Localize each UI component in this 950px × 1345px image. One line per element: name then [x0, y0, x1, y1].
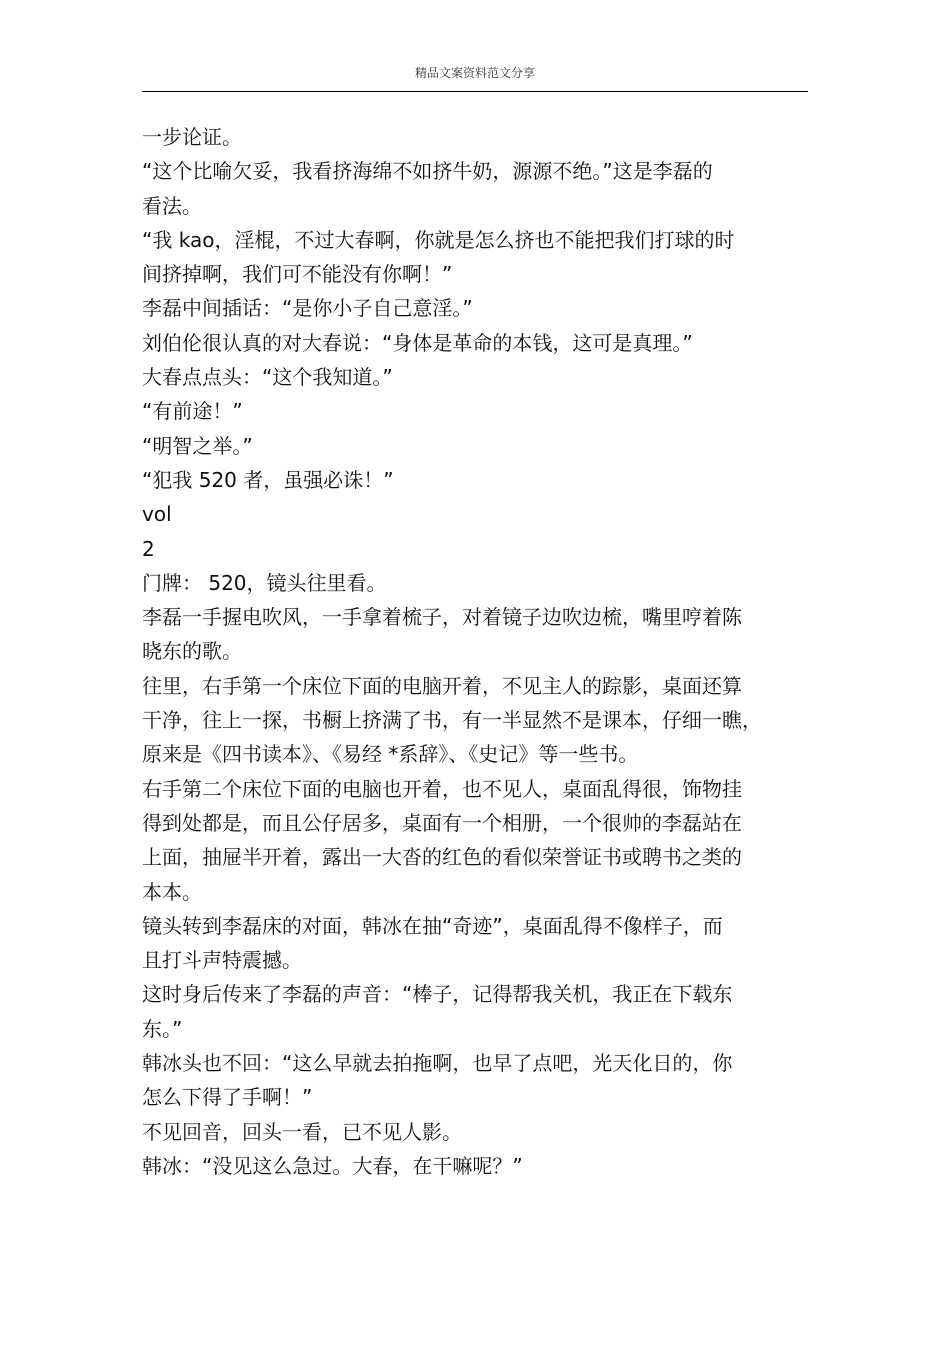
text-line: “有前途！” [142, 399, 243, 424]
text-line: 不见回音，回头一看，已不见人影。 [142, 1119, 462, 1144]
text-line: 韩冰：“没见这么急过。大春，在干嘛呢？” [142, 1153, 523, 1178]
text-line: 2 [142, 536, 155, 561]
text-line: 刘伯伦很认真的对大春说：“身体是革命的本钱，这可是真理。” [142, 330, 693, 355]
text-line: 镜头转到李磊床的对面，韩冰在抽“奇迹”，桌面乱得不像样子，而 [142, 913, 723, 938]
text-line: 本本。 [142, 879, 202, 904]
text-line: 原来是《四书读本》、《易经 *系辞》、《史记》等一些书。 [142, 742, 639, 767]
text-line: 东。” [142, 1016, 183, 1041]
text-line: 怎么下得了手啊！” [142, 1085, 313, 1110]
text-line: 晓东的歌。 [142, 639, 242, 664]
text-line: vol [142, 502, 172, 527]
text-line: 看法。 [142, 193, 202, 218]
header-divider [142, 91, 808, 92]
text-line: 一步论证。 [142, 125, 242, 149]
text-line: “我 kao，淫棍，不过大春啊，你就是怎么挤也不能把我们打球的时 [142, 227, 735, 252]
text-line: 李磊一手握电吹风，一手拿着梳子，对着镜子边吹边梳，嘴里哼着陈 [142, 605, 742, 630]
text-line: 往里，右手第一个床位下面的电脑开着，不见主人的踪影，桌面还算 [142, 673, 742, 698]
page-header: 精品文案资料范文分享 [414, 66, 535, 80]
text-line: 且打斗声特震撼。 [142, 948, 302, 973]
text-line: 李磊中间插话：“是你小子自己意淫。” [142, 296, 473, 321]
text-line: “犯我 520 者，虽强必诛！” [142, 467, 394, 492]
text-line: 右手第二个床位下面的电脑也开着，也不见人，桌面乱得很，饰物挂 [142, 776, 742, 801]
text-line: 门牌： 520，镜头往里看。 [142, 570, 387, 595]
text-line: 大春点点头：“这个我知道。” [142, 365, 393, 390]
text-line: 这时身后传来了李磊的声音：“棒子，记得帮我关机，我正在下载东 [142, 982, 733, 1007]
text-line: “这个比喻欠妥，我看挤海绵不如挤牛奶，源源不绝。”这是李磊的 [142, 159, 713, 184]
text-line: 得到处都是，而且公仔居多，桌面有一个相册，一个很帅的李磊站在 [142, 810, 742, 835]
text-line: 上面，抽屉半开着，露出一大沓的红色的看似荣誉证书或聘书之类的 [142, 845, 742, 870]
body-text [142, 120, 792, 1183]
text-line: 韩冰头也不回：“这么早就去拍拖啊，也早了点吧，光天化日的，你 [142, 1051, 733, 1076]
text-line: 干净，往上一探，书橱上挤满了书，有一半显然不是课本，仔细一瞧， [142, 708, 762, 733]
text-line: “明智之举。” [142, 433, 253, 458]
text-line: 间挤掉啊，我们可不能没有你啊！” [142, 262, 453, 287]
